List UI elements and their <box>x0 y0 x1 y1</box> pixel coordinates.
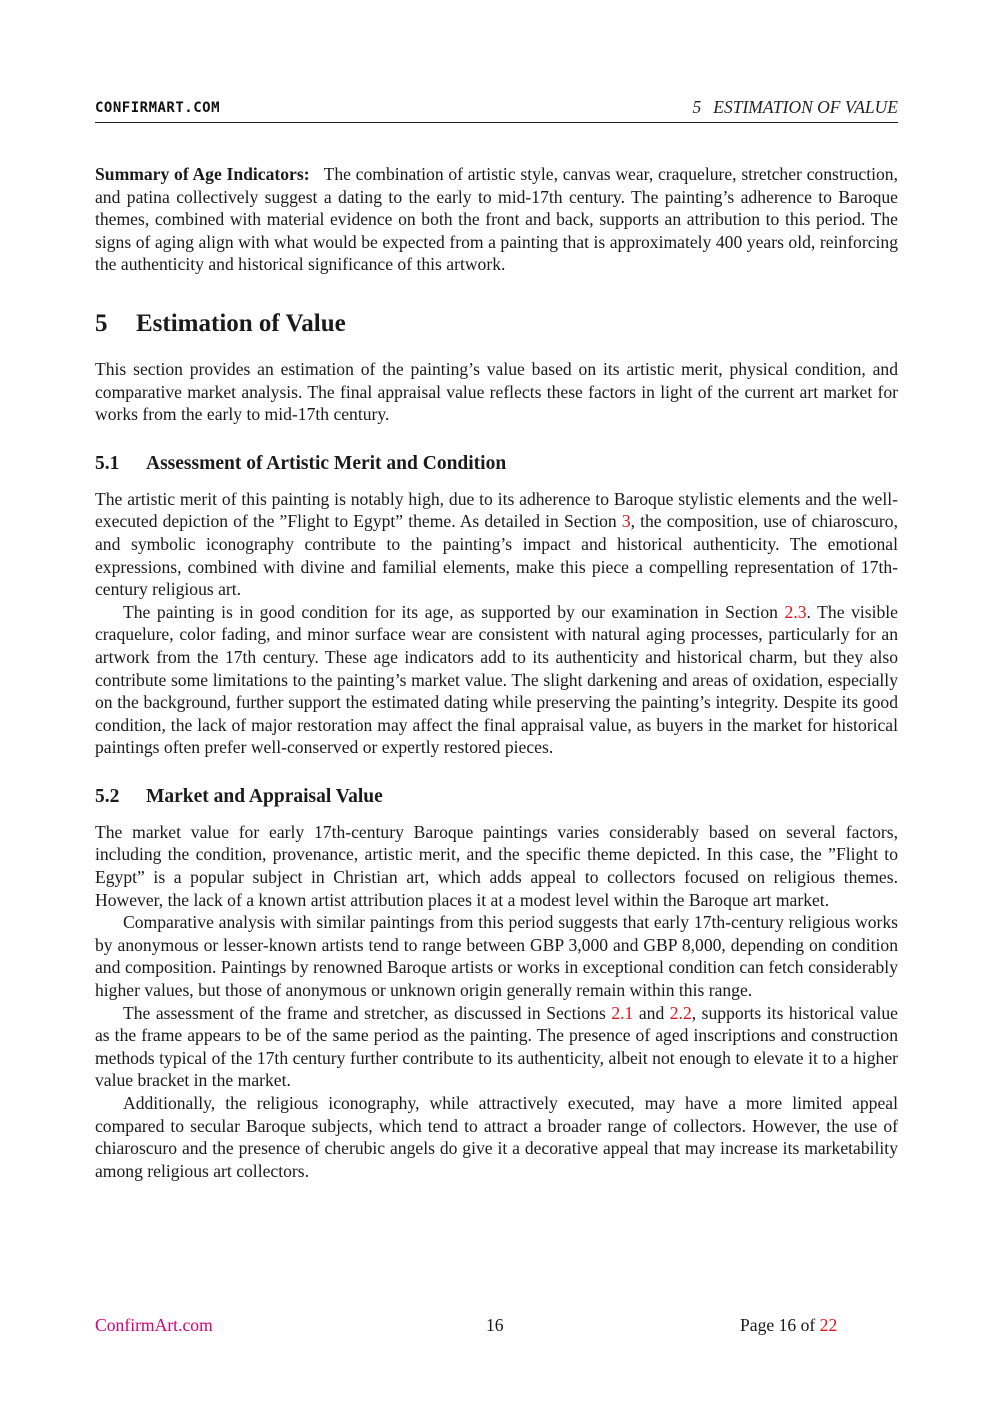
subsection-5-2-number: 5.2 <box>95 785 120 807</box>
subsection-5-2-title: Market and Appraisal Value <box>146 785 383 807</box>
section-5-title: Estimation of Value <box>136 309 346 337</box>
footer-page-number: 16 <box>486 1315 504 1335</box>
footer-site-link[interactable]: ConfirmArt.com <box>95 1315 213 1335</box>
section-5-intro: This section provides an estimation of the painting’s value based on its artistic merit, physical condition, and comparative market analysis. The final appraisal value reflects these factors in light of the current art market for works from the early to mid-17th century. <box>95 358 898 425</box>
comparative-paragraph: Comparative analysis with similar paintings from this period suggests that early 17th-century religious works by anonymous or lesser-known artists tend to range between GBP 3,000 and GBP 8,000, depending on condition and composition. Paintings by renowned Baroque artists or works in exceptional condition can fetch considerably higher values, but those of anonymous or unknown origin generally remain within this range. <box>95 912 898 1001</box>
frame-text-start: The assessment of the frame and stretcher, as discussed in Sections <box>123 1002 612 1023</box>
subsection-5-1-title: Assessment of Artistic Merit and Condition <box>146 452 507 474</box>
page-footer <box>95 1315 898 1339</box>
footer-page-of <box>740 1315 837 1336</box>
section-2-3-link[interactable]: 2.3 <box>784 601 807 622</box>
summary-paragraph <box>95 163 898 276</box>
section-2-2-link[interactable]: 2.2 <box>669 1002 692 1023</box>
subsection-5-1-heading <box>95 452 898 476</box>
condition-text-start: The painting is in good condition for its age, as supported by our examination in Section <box>123 601 785 622</box>
frame-paragraph <box>95 1002 898 1092</box>
subsection-5-1-number: 5.1 <box>95 452 120 474</box>
running-head <box>693 97 898 118</box>
footer-total-pages-link[interactable]: 22 <box>819 1315 838 1335</box>
summary-title: Summary of Age Indicators: <box>95 164 310 184</box>
summary-text: The combination of artistic style, canvas wear, craquelure, stretcher construction, and patina collectively suggest a dating to the early to mid-17th century. The painting’s adherence to Baroque themes, combined with material evidence on both the front and back, supports an attribution to this period. The signs of aging align with what would be expected from a painting that is approximately 400 years old, reinforcing the authenticity and historical significance of this artwork. <box>95 164 898 275</box>
iconography-paragraph: Additionally, the religious iconography, while attractively executed, may have a more limited appeal compared to secular Baroque subjects, which tend to attract a broader range of collectors. However, the use of chiaroscuro and the presence of cherubic angels do give it a decorative appeal that may increase its marketability among religious art collectors. <box>95 1093 898 1181</box>
market-paragraph: The market value for early 17th-century Baroque paintings varies considerably based on several factors, including the condition, provenance, artistic merit, and the specific theme depicted. In this case, the ”Flight to Egypt” is a popular subject in Christian art, which adds appeal to collectors focused on religious themes. However, the lack of a known artist attribution places it at a modest level within the Baroque art market. <box>95 821 898 910</box>
section-5-heading <box>95 309 898 339</box>
footer-page-label: Page 16 of <box>740 1315 820 1335</box>
merit-paragraph <box>95 488 898 601</box>
condition-paragraph <box>95 601 898 759</box>
merit-text-start: The artistic merit of this painting is notably high, due to its adherence to Baroque stylistic elements and the well-executed depiction of the ”Flight to Egypt” theme. As detailed in Section <box>95 488 898 532</box>
frame-text-end: , supports its historical value as the frame appears to be of the same period as the painting. The presence of aged inscriptions and construction methods typical of the 17th century further contribute to its authenticity, albeit not enough to elevate it to a higher value bracket in the market. <box>95 1002 898 1091</box>
confirmart-logo: CONFIRMART.COM <box>95 100 221 116</box>
section-5-number: 5 <box>95 309 108 337</box>
merit-text-end: , the composition, use of chiaroscuro, and symbolic iconography contribute to the painting’s impact and historical authenticity. The emotional expressions, combined with divine and familial elements, make this piece a compelling representation of 17th-century religious art. <box>95 511 898 600</box>
page-header <box>95 96 898 123</box>
frame-text-and: and <box>633 1002 670 1023</box>
section-2-1-link[interactable]: 2.1 <box>611 1002 634 1023</box>
page-body <box>95 163 898 1182</box>
running-head-number: 5 <box>692 97 702 117</box>
section-3-link[interactable]: 3 <box>621 511 631 532</box>
condition-text-end: . The visible craquelure, color fading, and minor surface wear are consistent with natural aging processes, particularly for an artwork from the 17th century. These age indicators add to its authenticity and historical charm, but they also contribute some limitations to the painting’s market value. The slight darkening and areas of oxidation, especially on the background, further support the estimated dating while preserving the painting’s integrity. Despite its good condition, the lack of major restoration may affect the final appraisal value, as buyers in the market for historical paintings often prefer well-conserved or expertly restored pieces. <box>95 601 898 758</box>
running-head-title: ESTIMATION OF VALUE <box>713 97 898 117</box>
subsection-5-2-heading <box>95 785 898 809</box>
